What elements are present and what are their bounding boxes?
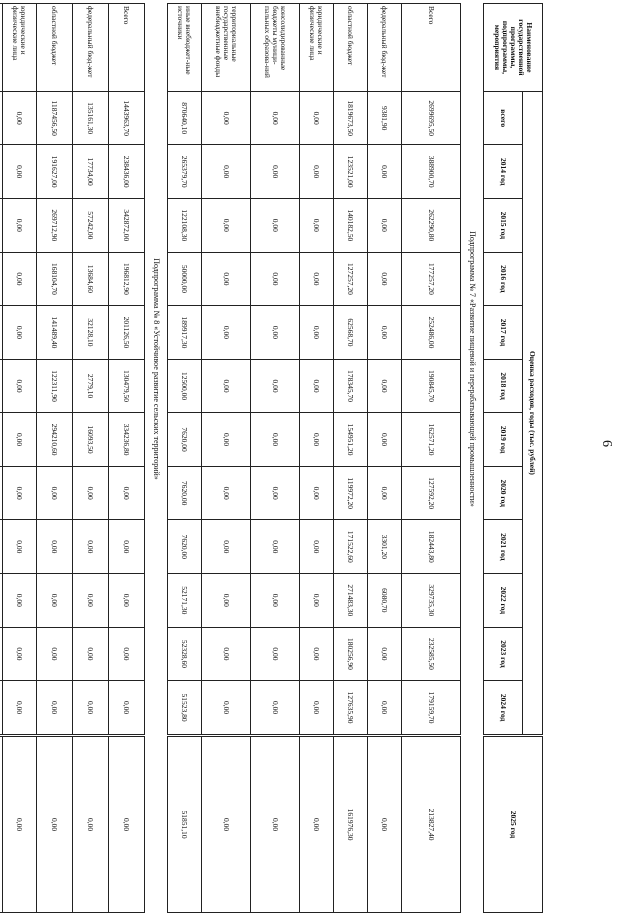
- value-cell: 1443963,70: [109, 91, 145, 145]
- value-cell: 0,00: [300, 737, 334, 913]
- value-cell: 190845,70: [402, 359, 461, 413]
- value-cell: [0, 91, 3, 145]
- value-cell: 0,00: [251, 145, 300, 199]
- year-header: всего: [484, 91, 523, 145]
- value-cell: 62568,70: [334, 306, 368, 360]
- table-row: [109, 737, 145, 913]
- table-row: [168, 4, 202, 735]
- subprogram-title: Подпрограмма № 7 «Развитие пищевой и перерабатывающей промышленности»: [468, 231, 478, 507]
- value-cell: 177257,20: [402, 252, 461, 306]
- value-cell: 168104,70: [37, 252, 73, 306]
- expenses-table: [0, 3, 543, 735]
- value-cell: 0,00: [251, 681, 300, 735]
- value-cell: 7620,00: [168, 413, 202, 467]
- value-cell: 0,00: [300, 252, 334, 306]
- value-cell: 162571,20: [402, 413, 461, 467]
- row-label: юридические и физические лица: [3, 4, 37, 92]
- value-cell: 0,00: [202, 145, 251, 199]
- year-header: 2025 год: [484, 737, 543, 913]
- value-cell: 0,00: [37, 681, 73, 735]
- spacer-row: [461, 737, 484, 913]
- value-cell: 232585,50: [402, 627, 461, 681]
- row-label: областной бюджет: [37, 4, 73, 92]
- value-cell: [0, 627, 3, 681]
- value-cell: 0,00: [73, 574, 109, 628]
- row-label: территориальные государственные внебюджетные фонды: [202, 4, 251, 92]
- value-cell: 0,00: [300, 199, 334, 253]
- value-cell: 252486,00: [402, 306, 461, 360]
- year-header: 2024 год: [484, 681, 523, 735]
- value-cell: 0,00: [3, 466, 37, 520]
- value-cell: 0,00: [202, 737, 251, 913]
- value-cell: 262290,80: [402, 199, 461, 253]
- value-cell: 201126,50: [109, 306, 145, 360]
- value-cell: 0,00: [300, 359, 334, 413]
- value-cell: 0,00: [37, 737, 73, 913]
- year-header: 2021 год: [484, 520, 523, 574]
- value-cell: 0,00: [73, 466, 109, 520]
- value-cell: 342872,00: [109, 199, 145, 253]
- value-cell: 0,00: [251, 574, 300, 628]
- value-cell: 196812,90: [109, 252, 145, 306]
- value-cell: 182443,80: [402, 520, 461, 574]
- value-cell: 0,00: [251, 91, 300, 145]
- value-cell: 0,00: [202, 681, 251, 735]
- value-cell: 16093,50: [73, 413, 109, 467]
- value-cell: 0,00: [202, 359, 251, 413]
- value-cell: 0,00: [202, 466, 251, 520]
- value-cell: 0,00: [202, 306, 251, 360]
- value-cell: 7620,00: [168, 466, 202, 520]
- value-cell: 0,00: [251, 627, 300, 681]
- value-cell: 0,00: [368, 413, 402, 467]
- value-cell: 0,00: [300, 91, 334, 145]
- value-cell: 0,00: [3, 359, 37, 413]
- value-cell: 51523,80: [168, 681, 202, 735]
- value-cell: 0,00: [368, 359, 402, 413]
- row-label: федеральный бюд-жет: [73, 4, 109, 92]
- value-cell: 9381,90: [368, 91, 402, 145]
- value-cell: 0,00: [251, 737, 300, 913]
- value-cell: 0,00: [37, 574, 73, 628]
- value-cell: 0,00: [368, 737, 402, 913]
- expense-group-header: Оценка расходов, годы (тыс. рублей): [523, 91, 543, 734]
- table-row: [368, 737, 402, 913]
- value-cell: 0,00: [251, 413, 300, 467]
- value-cell: 0,00: [109, 574, 145, 628]
- value-cell: 0,00: [300, 681, 334, 735]
- value-cell: 0,00: [37, 466, 73, 520]
- value-cell: 265379,70: [168, 145, 202, 199]
- value-cell: 294210,60: [37, 413, 73, 467]
- value-cell: 0,00: [251, 306, 300, 360]
- value-cell: 127635,90: [334, 681, 368, 735]
- table-row: [334, 4, 368, 735]
- value-cell: 122311,90: [37, 359, 73, 413]
- table-row: [73, 737, 109, 913]
- value-cell: [0, 737, 3, 913]
- value-cell: 0,00: [109, 520, 145, 574]
- value-cell: [0, 252, 3, 306]
- value-cell: 0,00: [37, 627, 73, 681]
- value-cell: 0,00: [300, 466, 334, 520]
- value-cell: 0,00: [3, 413, 37, 467]
- year-header: 2016 год: [484, 252, 523, 306]
- table-row: [334, 737, 368, 913]
- value-cell: 0,00: [368, 627, 402, 681]
- value-cell: 189917,30: [168, 306, 202, 360]
- value-cell: 2699695,50: [402, 91, 461, 145]
- value-cell: 213827,40: [402, 737, 461, 913]
- value-cell: 1187456,50: [37, 91, 73, 145]
- year-header: 2015 год: [484, 199, 523, 253]
- value-cell: 0,00: [300, 145, 334, 199]
- value-cell: 0,00: [251, 199, 300, 253]
- years-header-row: [484, 4, 523, 735]
- value-cell: 0,00: [300, 413, 334, 467]
- value-cell: [0, 359, 3, 413]
- value-cell: 0,00: [251, 520, 300, 574]
- value-cell: 0,00: [202, 199, 251, 253]
- value-cell: 334236,80: [109, 413, 145, 467]
- value-cell: 0,00: [109, 681, 145, 735]
- value-cell: 178345,70: [334, 359, 368, 413]
- table-row: [3, 737, 37, 913]
- value-cell: 52171,30: [168, 574, 202, 628]
- value-cell: 57242,00: [73, 199, 109, 253]
- value-cell: 141489,40: [37, 306, 73, 360]
- table-row: [402, 4, 461, 735]
- value-cell: 17734,00: [73, 145, 109, 199]
- value-cell: 12500,00: [168, 359, 202, 413]
- value-cell: 51851,10: [168, 737, 202, 913]
- value-cell: [0, 466, 3, 520]
- value-cell: 0,00: [3, 737, 37, 913]
- year-header: 2020 год: [484, 466, 523, 520]
- year-header: 2018 год: [484, 359, 523, 413]
- value-cell: 1819673,50: [334, 91, 368, 145]
- subprogram-title-row: [461, 4, 484, 735]
- row-label: областной бюджет: [334, 4, 368, 92]
- value-cell: 0,00: [300, 574, 334, 628]
- year-header: 2023 год: [484, 627, 523, 681]
- value-cell: 0,00: [300, 306, 334, 360]
- value-cell: 6080,70: [368, 574, 402, 628]
- value-cell: 0,00: [368, 145, 402, 199]
- value-cell: 329735,30: [402, 574, 461, 628]
- value-cell: 3301,20: [368, 520, 402, 574]
- value-cell: 13684,60: [73, 252, 109, 306]
- table-row: [202, 4, 251, 735]
- table-row: [0, 4, 3, 735]
- value-cell: 0,00: [251, 359, 300, 413]
- value-cell: 0,00: [368, 681, 402, 735]
- value-cell: 0,00: [202, 627, 251, 681]
- value-cell: 135161,30: [73, 91, 109, 145]
- table-row: [300, 4, 334, 735]
- value-cell: 0,00: [3, 574, 37, 628]
- row-label: иные внебюджет-ные источники: [168, 4, 202, 92]
- value-cell: 0,00: [73, 520, 109, 574]
- value-cell: 0,00: [109, 737, 145, 913]
- value-cell: 127592,20: [402, 466, 461, 520]
- subprogram-title: Подпрограмма № 8 «Устойчивое развитие сельских территорий»: [152, 258, 162, 480]
- value-cell: [0, 145, 3, 199]
- row-label: Всего: [109, 4, 145, 92]
- page-number: 6: [599, 440, 614, 447]
- table-row: [300, 737, 334, 913]
- value-cell: 191627,00: [37, 145, 73, 199]
- value-cell: [0, 681, 3, 735]
- row-label: [0, 4, 3, 92]
- value-cell: 50000,00: [168, 252, 202, 306]
- value-cell: 52328,60: [168, 627, 202, 681]
- value-cell: 238436,00: [109, 145, 145, 199]
- value-cell: 0,00: [73, 681, 109, 735]
- table-row: [0, 737, 3, 913]
- table-row: [368, 4, 402, 735]
- value-cell: 0,00: [3, 520, 37, 574]
- value-cell: 0,00: [37, 520, 73, 574]
- value-cell: 0,00: [368, 306, 402, 360]
- table-row: [251, 4, 300, 735]
- value-cell: 870640,10: [168, 91, 202, 145]
- table-row: [109, 4, 145, 735]
- value-cell: 32128,10: [73, 306, 109, 360]
- value-cell: 130479,50: [109, 359, 145, 413]
- value-cell: 0,00: [3, 145, 37, 199]
- value-cell: 179159,70: [402, 681, 461, 735]
- value-cell: 140182,50: [334, 199, 368, 253]
- table-row: [251, 737, 300, 913]
- value-cell: 0,00: [368, 466, 402, 520]
- row-label: консолидированные бюджеты муници-пальных образова-ний: [251, 4, 300, 92]
- value-cell: 388900,70: [402, 145, 461, 199]
- value-cell: 0,00: [202, 252, 251, 306]
- value-cell: 161976,30: [334, 737, 368, 913]
- value-cell: 2779,10: [73, 359, 109, 413]
- value-cell: 0,00: [3, 91, 37, 145]
- year-header: 2022 год: [484, 574, 523, 628]
- row-label: федеральный бюд-жет: [368, 4, 402, 92]
- value-cell: 0,00: [109, 627, 145, 681]
- value-cell: [0, 306, 3, 360]
- table-row: [3, 4, 37, 735]
- value-cell: 171522,60: [334, 520, 368, 574]
- year-2025-column: [0, 736, 543, 913]
- value-cell: 0,00: [251, 466, 300, 520]
- value-cell: 180256,90: [334, 627, 368, 681]
- value-cell: 119972,20: [334, 466, 368, 520]
- row-label: Всего: [402, 4, 461, 92]
- subprogram-title-row: [145, 4, 168, 735]
- value-cell: 127257,20: [334, 252, 368, 306]
- value-cell: 0,00: [3, 199, 37, 253]
- value-cell: 0,00: [202, 413, 251, 467]
- value-cell: 0,00: [202, 520, 251, 574]
- year-header: 2019 год: [484, 413, 523, 467]
- value-cell: 269712,90: [37, 199, 73, 253]
- table-row: [73, 4, 109, 735]
- value-cell: 0,00: [300, 627, 334, 681]
- value-cell: 0,00: [368, 252, 402, 306]
- value-cell: 0,00: [109, 466, 145, 520]
- year-header: 2014 год: [484, 145, 523, 199]
- value-cell: 0,00: [73, 627, 109, 681]
- value-cell: [0, 574, 3, 628]
- table-row: [402, 737, 461, 913]
- value-cell: 0,00: [368, 199, 402, 253]
- value-cell: [0, 413, 3, 467]
- value-cell: [0, 520, 3, 574]
- table-row: [202, 737, 251, 913]
- year-header: 2017 год: [484, 306, 523, 360]
- value-cell: 0,00: [73, 737, 109, 913]
- row-label: юридические и физические лица: [300, 4, 334, 92]
- table-row: [168, 737, 202, 913]
- table-row: [37, 4, 73, 735]
- value-cell: 0,00: [300, 520, 334, 574]
- value-cell: 154951,20: [334, 413, 368, 467]
- value-cell: 0,00: [202, 574, 251, 628]
- value-cell: 0,00: [202, 91, 251, 145]
- value-cell: 7620,00: [168, 520, 202, 574]
- value-cell: 0,00: [3, 252, 37, 306]
- value-cell: [0, 199, 3, 253]
- value-cell: 0,00: [251, 252, 300, 306]
- value-cell: 0,00: [3, 681, 37, 735]
- value-cell: 122108,30: [168, 199, 202, 253]
- value-cell: 0,00: [3, 627, 37, 681]
- value-cell: 123521,00: [334, 145, 368, 199]
- spacer-row: [145, 737, 168, 913]
- value-cell: 271483,30: [334, 574, 368, 628]
- table-row: [37, 737, 73, 913]
- name-column-header: Наименование государственной программы, подпрограммы, мероприятия: [484, 4, 543, 92]
- value-cell: 0,00: [3, 306, 37, 360]
